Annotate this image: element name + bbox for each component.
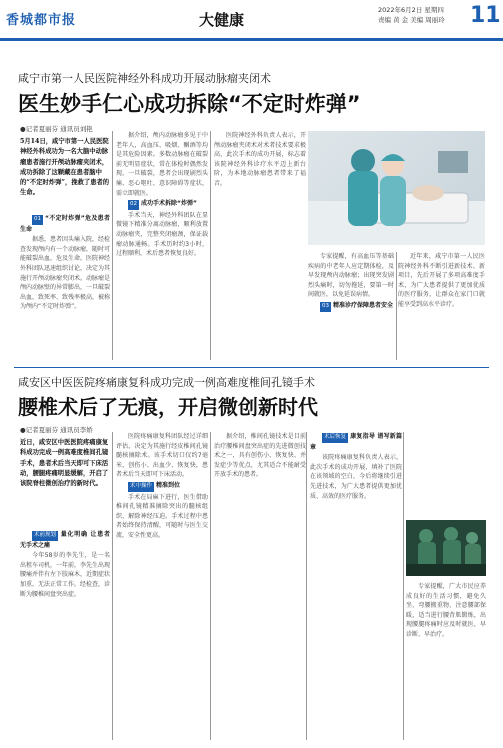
masthead-rule (0, 38, 503, 41)
surgery-scene-illustration (406, 520, 486, 576)
story2-col1-text: 今年58岁的李先生，是一名出租车司机，一年前，李先生出现腰痛并伴有左下肢麻木，近期症状加重，无法正常工作。经检查，诊断为腰椎间盘突出症。 (20, 552, 110, 598)
story2-sub3-title: 康复指导 谱写新篇章 (310, 433, 402, 451)
story2-kicker: 咸安区中医医院疼痛康复科成功完成一例高难度椎间孔镜手术 (18, 376, 315, 389)
page-editors: 责编 黄 金 美编 周丽玲 (378, 16, 445, 24)
story2-col5-text: 该院疼痛康复科负责人表示，此次手术的成功开展，填补了医院在该领域的空白，今后将继续引进先进技术，为广大患者提供更加优质、高效的医疗服务。 (310, 454, 402, 500)
column-divider (210, 432, 211, 740)
ward-scene-illustration (308, 131, 485, 245)
story2-photo (406, 520, 486, 576)
story1-col2 (116, 131, 208, 359)
column-divider (403, 432, 404, 740)
issue-date: 2022年6月2日 星期四 (378, 6, 444, 14)
story1-col6-text: 近年来，咸宁市第一人民医院神经外科不断引进新技术、新项目，先后开展了多项高难度手术，为广大患者提供了更加优质的医疗服务，让群众在家门口就能享受到高水平诊疗。 (398, 253, 485, 308)
story2-sub1-badge: 术前规划 (32, 531, 58, 541)
issue-meta (378, 5, 445, 25)
story1-byline: ●记者夏丽芬 通讯员刘艳 (20, 125, 93, 133)
story1-sub1-badge: 01 (32, 215, 43, 225)
story2-col2 (116, 432, 208, 740)
story1-col2-text: 据介绍，颅内动脉瘤多见于中老年人，高血压、吸烟、酗酒等均是其危险因素。多数动脉瘤在破裂前无明显症状，常在体检时偶然发现。一旦破裂，患者会出现剧烈头痛、恶心呕吐、意识障碍等症状，需立即就医。 (116, 132, 208, 197)
column-divider (112, 131, 113, 360)
story1-lead: 5月14日，咸宁市第一人民医院神经外科成功为一名大脑中动脉瘤患者施行开颅动脉瘤夹闭术，成功拆除了这颗藏在患者脑中的“不定时炸弹”，挽救了患者的生命。 (20, 138, 110, 197)
story2-sub1-title: 量化明确 让患者无手术之痛 (20, 531, 110, 549)
story2-col3 (214, 432, 306, 740)
story2-sub2-badge: 术中操作 (128, 482, 154, 492)
story2-col6-text: 专家提醒，广大市民应养成良好的生活习惯，避免久坐、弯腰搬重物，注意腰部保暖，适当进行腰背肌锻炼，出现腰腿疼痛时应及时就医，早诊断、早治疗。 (406, 583, 486, 638)
story1-col4-text: 医院神经外科负责人表示，开颅动脉瘤夹闭术对术者技术要求极高，此次手术的成功开展，标志着该院神经外科诊疗水平迈上新台阶，为本地动脉瘤患者带来了福音。 (214, 132, 306, 187)
story1-headline: 医生妙手仁心成功拆除“不定时炸弹” (18, 92, 361, 116)
story1-sub3-badge: 03 (320, 302, 331, 312)
column-divider (112, 432, 113, 740)
section-title: 大健康 (199, 11, 245, 29)
story1-col1 (20, 214, 110, 359)
story2-col5 (406, 582, 486, 740)
story2-lead: 近日，咸安区中医医院疼痛康复科成功完成一例高难度椎间孔镜手术，患者术后当天即可下床活动，腰腿疼痛明显缓解，开启了该院脊柱微创治疗的新时代。 (20, 439, 109, 488)
story1-photo (308, 131, 485, 245)
story2-headline: 腰椎术后了无痕，开启微创新时代 (18, 395, 318, 419)
story1-col1-text: 据悉，患者因头痛入院，经检查发现颅内有一个动脉瘤，随时可能破裂出血，危及生命。医院神经外科团队迅速组织讨论，决定为其施行开颅动脉瘤夹闭术。动脉瘤是颅内动脉壁的异常膨出，一旦破裂出血，致死率、致残率极高，被称为颅内“不定时炸弹”。 (20, 236, 110, 311)
story1-sub2-title: 成功手术拆除“炸弹” (141, 200, 197, 208)
story1-col5-text: 专家提醒，有高血压等基础疾病的中老年人应定期体检，及早发现颅内动脉瘤；出现突发剧烈头痛时，切勿拖延，要第一时间就医，以免延误病情。 (308, 253, 394, 299)
column-divider (306, 432, 307, 740)
newspaper-logo: 香城都市报 (6, 13, 77, 28)
story1-col3 (214, 131, 306, 359)
story1-col5 (398, 252, 485, 360)
story1-sub3-title: 精准诊疗保障患者安全 (333, 301, 394, 309)
story2-col2-text: 医院疼痛康复科团队经过详细评估，决定为其施行经皮椎间孔镜髓核摘除术。该手术切口仅约7毫米，创伤小、出血少、恢复快，患者术后当天即可下床活动。 (116, 433, 208, 479)
story-separator (14, 367, 489, 368)
story1-sub2-badge: 02 (128, 200, 139, 210)
column-divider (396, 252, 397, 360)
story1-col3-text: 手术当天，神经外科团队在显微镜下精准分离动脉瘤，顺利放置动脉瘤夹，完整夹闭瘤颈，保证载瘤动脉通畅。手术历时约3小时，过程顺利，术后患者恢复良好。 (116, 211, 208, 258)
story2-sub3-badge: 术后恢复 (322, 433, 348, 443)
story1-sub1-title: “不定时炸弹”危及患者生命 (20, 215, 110, 233)
story2-col3-text: 手术在局麻下进行，医生借助椎间孔镜精准摘除突出的髓核组织，解除神经压迫。手术过程中患者始终保持清醒，可随时与医生交流，安全性更高。 (116, 493, 208, 539)
story1-col4 (308, 252, 394, 360)
story2-byline: ●记者夏丽芬 通讯员李娇 (20, 426, 93, 434)
page-number: 11 (470, 3, 501, 28)
story1-kicker: 咸宁市第一人民医院神经外科成功开展动脉瘤夹闭术 (18, 72, 271, 85)
column-divider (210, 131, 211, 360)
story2-sub2-title: 精准到位 (156, 481, 181, 489)
story2-col4 (310, 432, 402, 740)
story2-col1 (20, 530, 110, 740)
masthead (0, 0, 503, 38)
story2-col4-text: 据介绍，椎间孔镜技术是目前治疗腰椎间盘突出症的先进微创技术之一，具有创伤小、恢复快、并发症少等优点，尤其适合不能耐受开放手术的患者。 (214, 433, 306, 479)
